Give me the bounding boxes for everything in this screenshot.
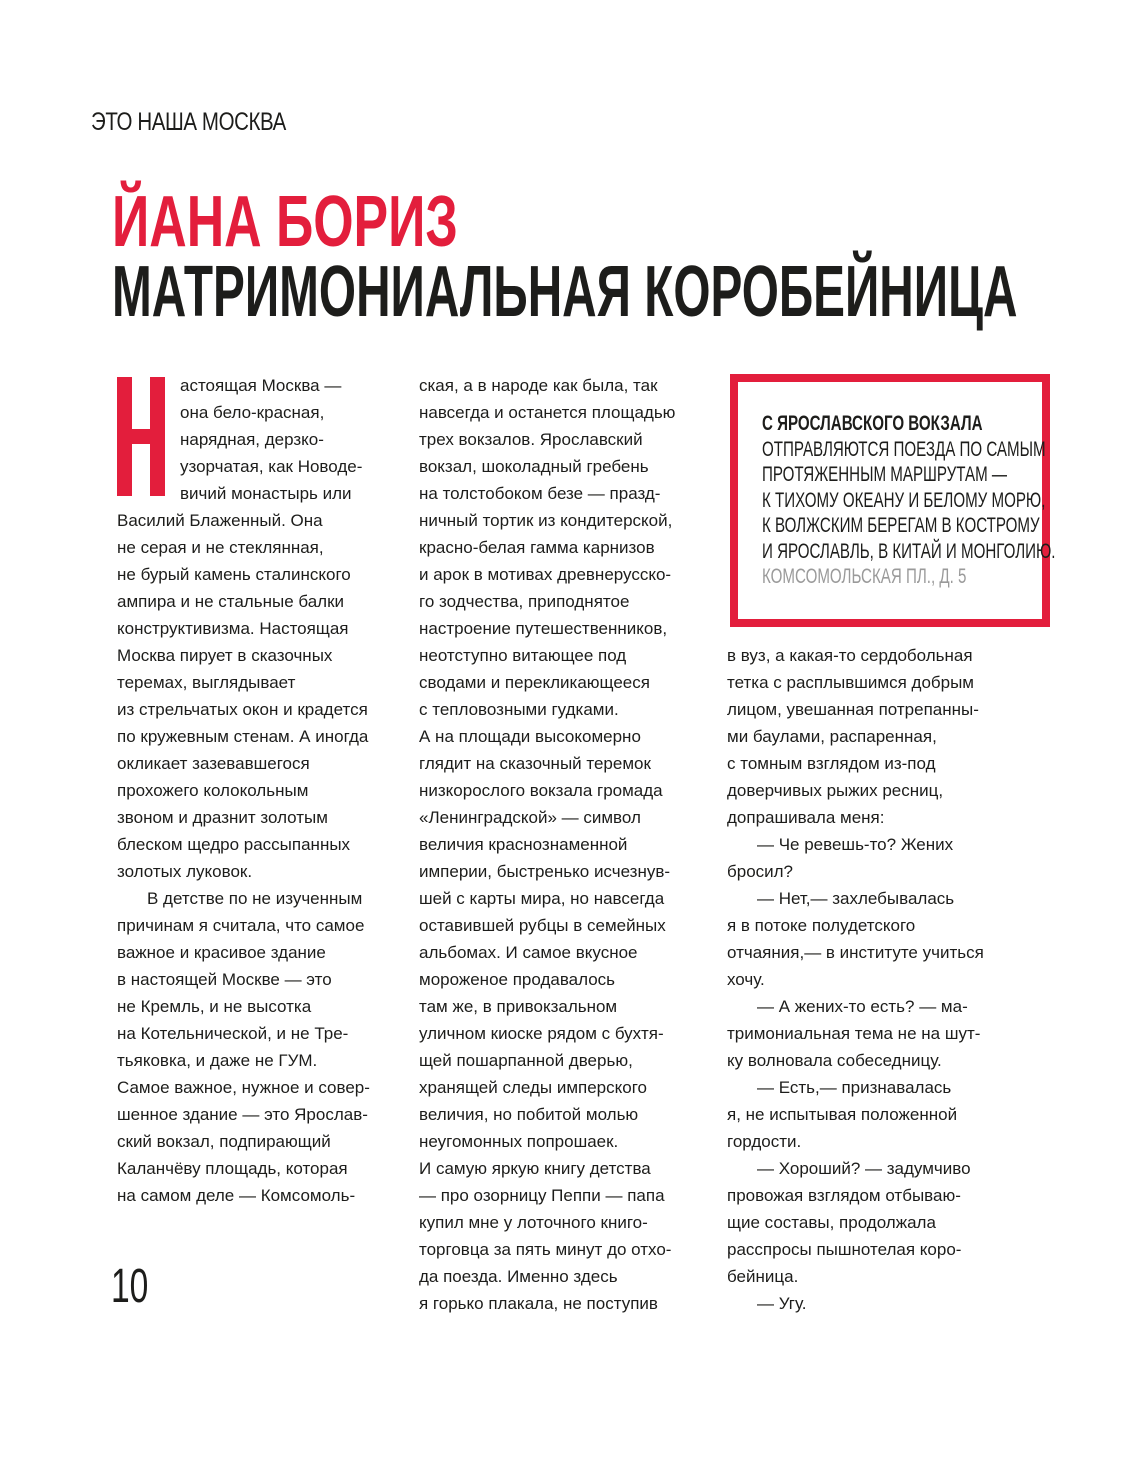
callout-line: И ЯРОСЛАВЛЬ, В КИТАЙ И МОНГОЛИЮ.	[762, 539, 1056, 563]
text-line: теремах, выглядывает	[117, 673, 296, 692]
text-line: Москва пирует в сказочных	[117, 646, 333, 665]
section-header: ЭТО НАША МОСКВА	[91, 108, 286, 136]
text-line: провожая взглядом отбываю-	[727, 1186, 961, 1205]
text-line: неотступно витающее под	[419, 646, 627, 665]
text-line: из стрельчатых окон и крадется	[117, 700, 368, 719]
text-line: бейница.	[727, 1267, 799, 1286]
text-line: на Котельнической, и не Тре-	[117, 1024, 349, 1043]
callout-line: ОТПРАВЛЯЮТСЯ ПОЕЗДА ПО САМЫМ	[762, 437, 1046, 461]
text-line: — Угу.	[757, 1294, 807, 1313]
text-line: причинам я считала, что самое	[117, 916, 365, 935]
text-line: с тепловозными гудками.	[419, 700, 619, 719]
text-line: конструктивизма. Настоящая	[117, 619, 349, 638]
text-line: торговца за пять минут до отхо-	[419, 1240, 672, 1259]
text-line: допрашивала меня:	[727, 808, 885, 827]
text-line: шей с карты мира, но навсегда	[419, 889, 665, 908]
text-line: доверчивых рыжих ресниц,	[727, 781, 944, 800]
text-line: нарядная, дерзко-	[180, 430, 324, 449]
text-line: я горько плакала, не поступив	[419, 1294, 658, 1313]
text-line: звоном и дразнит золотым	[117, 808, 328, 827]
text-line: в вуз, а какая-то сердобольная	[727, 646, 973, 665]
text-line: окликает зазевавшегося	[117, 754, 310, 773]
text-line: и арок в мотивах древнерусско-	[419, 565, 672, 584]
text-line: — про озорницу Пеппи — папа	[419, 1186, 665, 1205]
text-line: И самую яркую книгу детства	[419, 1159, 651, 1178]
text-line: тьяковка, и даже не ГУМ.	[117, 1051, 318, 1070]
callout-line: К ТИХОМУ ОКЕАНУ И БЕЛОМУ МОРЮ,	[762, 488, 1046, 512]
text-line: золотых луковок.	[117, 862, 253, 881]
text-line: Каланчёву площадь, которая	[117, 1159, 348, 1178]
article-column-1	[117, 372, 407, 1209]
text-line: Самое важное, нужное и совер-	[117, 1078, 370, 1097]
text-line: ку волновала собеседницу.	[727, 1051, 942, 1070]
text-line: тримониальная тема не на шут-	[727, 1024, 981, 1043]
article-column-2	[419, 372, 709, 1317]
text-line: да поезда. Именно здесь	[419, 1267, 618, 1286]
callout-address: КОМСОМОЛЬСКАЯ ПЛ., Д. 5	[762, 565, 967, 588]
text-line: — Хороший? — задумчиво	[757, 1159, 971, 1178]
text-line: ничный тортик из кондитерской,	[419, 511, 673, 530]
text-line: я в потоке полудетского	[727, 916, 916, 935]
text-line: — Нет,— захлебывалась	[757, 889, 955, 908]
text-line: империи, быстренько исчезнув-	[419, 862, 671, 881]
text-line: тетка с расплывшимся добрым	[727, 673, 974, 692]
text-line: хочу.	[727, 970, 765, 989]
text-line: ская, а в народе как была, так	[419, 376, 658, 395]
text-line: навсегда и останется площадью	[419, 403, 676, 422]
callout-heading: С ЯРОСЛАВСКОГО ВОКЗАЛА	[762, 412, 983, 435]
text-line: не бурый камень сталинского	[117, 565, 351, 584]
text-line: величия, но побитой молью	[419, 1105, 639, 1124]
text-line: величия краснознаменной	[419, 835, 628, 854]
callout-line: ПРОТЯЖЕННЫМ МАРШРУТАМ —	[762, 463, 1007, 486]
text-line: уличном киоске рядом с бухтя-	[419, 1024, 664, 1043]
text-line: в настоящей Москве — это	[117, 970, 332, 989]
text-line: не серая и не стеклянная,	[117, 538, 324, 557]
text-line: — А жених-то есть? — ма-	[757, 997, 968, 1016]
text-line: шенное здание — это Ярослав-	[117, 1105, 368, 1124]
text-line: неугомонных попрошаек.	[419, 1132, 619, 1151]
text-line: лицом, увешанная потрепанны-	[727, 700, 979, 719]
text-line: го зодчества, приподнятое	[419, 592, 630, 611]
text-line: бросил?	[727, 862, 794, 881]
text-line: расспросы пышнотелая коро-	[727, 1240, 962, 1259]
text-line: прохожего колокольным	[117, 781, 309, 800]
text-line: В детстве по не изученным	[147, 889, 363, 908]
text-line: ми баулами, распаренная,	[727, 727, 937, 746]
text-line: Василий Блаженный. Она	[117, 511, 323, 530]
text-line: отчаяния,— в институте учиться	[727, 943, 984, 962]
text-line: альбомах. И самое вкусное	[419, 943, 638, 962]
text-line: А на площади высокомерно	[419, 727, 641, 746]
text-line: — Есть,— признавалась	[757, 1078, 952, 1097]
article-title: МАТРИМОНИАЛЬНАЯ КОРОБЕЙНИЦА	[112, 252, 1018, 332]
text-line: вокзал, шоколадный гребень	[419, 457, 649, 476]
text-line: важное и красивое здание	[117, 943, 326, 962]
text-line: не Кремль, и не высотка	[117, 997, 312, 1016]
text-line: сводами и перекликающееся	[419, 673, 650, 692]
text-line: астоящая Москва —	[180, 376, 342, 395]
text-line: на самом деле — Комсомоль-	[117, 1186, 356, 1205]
text-line: там же, в привокзальном	[419, 997, 618, 1016]
text-line: трех вокзалов. Ярославский	[419, 430, 643, 449]
text-line: красно-белая гамма карнизов	[419, 538, 655, 557]
text-line: купил мне у лоточного книго-	[419, 1213, 648, 1232]
text-line: глядит на сказочный теремок	[419, 754, 651, 773]
text-line: мороженое продавалось	[419, 970, 616, 989]
text-line: по кружевным стенам. А иногда	[117, 727, 369, 746]
text-line: ский вокзал, подпирающий	[117, 1132, 331, 1151]
text-line: ампира и не стальные балки	[117, 592, 345, 611]
article-column-3	[727, 642, 1027, 1317]
text-line: — Че ревешь-то? Жених	[757, 835, 954, 854]
callout-content	[762, 411, 1056, 590]
text-line: я, не испытывая положенной	[727, 1105, 958, 1124]
text-line: узорчатая, как Новоде-	[180, 457, 363, 476]
text-line: хранящей следы имперского	[419, 1078, 647, 1097]
author-name: ЙАНА БОРИЗ	[112, 182, 458, 262]
text-line: низкорослого вокзала громада	[419, 781, 663, 800]
callout-box	[730, 374, 1056, 627]
callout-line: К ВОЛЖСКИМ БЕРЕГАМ В КОСТРОМУ	[762, 514, 1040, 537]
text-line: оставившей рубцы в семейных	[419, 916, 666, 935]
text-line: щей пошарпанной дверью,	[419, 1051, 633, 1070]
text-line: гордости.	[727, 1132, 802, 1151]
text-line: вичий монастырь или	[180, 484, 352, 503]
text-line: настроение путешественников,	[419, 619, 668, 638]
text-line: «Ленинградской» — символ	[419, 808, 641, 827]
text-line: блеском щедро рассыпанных	[117, 835, 351, 854]
text-line: щие составы, продолжала	[727, 1213, 936, 1232]
text-line: она бело-красная,	[180, 403, 325, 422]
text-line: с томным взглядом из-под	[727, 754, 936, 773]
text-line: на толстобоком безе — празд-	[419, 484, 661, 503]
page-number: 10	[111, 1260, 149, 1313]
